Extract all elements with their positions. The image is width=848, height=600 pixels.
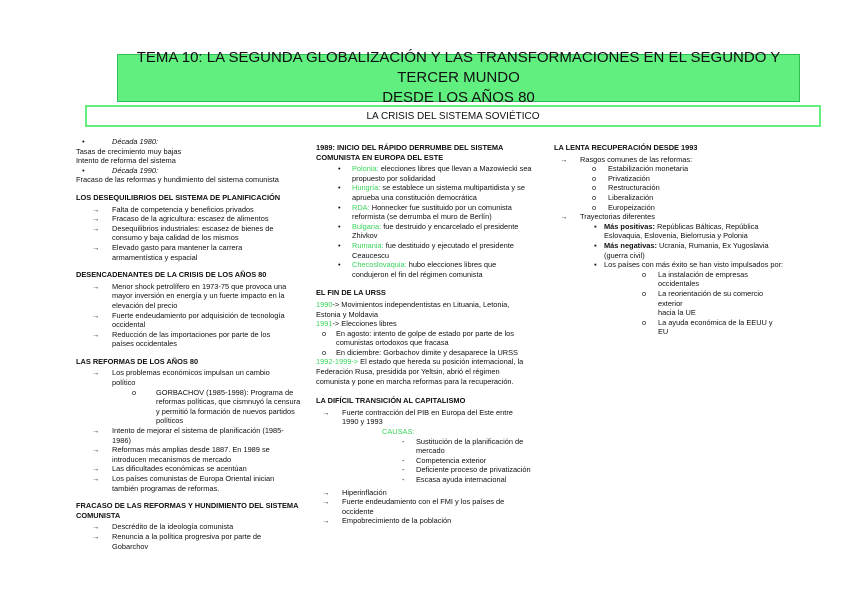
main-title-line1: TEMA 10: LA SEGUNDA GLOBALIZACIÓN Y LAS TRANSFORMACIONES EN EL SEGUNDO Y TERCER MUNDO <box>136 49 781 86</box>
year-1990-text: -> Movimientos independentistas en Lituania, Letonia, <box>332 299 510 309</box>
reform-item: → Intento de mejorar el sistema de planificación (1985- <box>76 426 301 436</box>
main-title-line2: DESDE LOS AÑOS 80 <box>382 89 535 106</box>
years-1992-1999-cont: comunista y pone en marcha reformas para la recuperación. <box>316 376 514 386</box>
trigger-item-cont: mayor inversión en energía y un fuerte impacto en la <box>112 291 285 301</box>
years-1992-1999-line <box>316 357 546 367</box>
success-item: o La instalación de empresas occidentales <box>554 270 784 289</box>
negative-text: Ucrania, Rumania, Ex Yugoslavia <box>657 240 769 250</box>
trait-item: o Privatización <box>554 174 784 184</box>
transition-item: → Fuerte contracción del PIB en Europa del Este entre <box>316 408 546 418</box>
heading-failure <box>76 501 301 520</box>
reform-item-cont: introducen mecanismos de mercado <box>112 454 232 464</box>
country-text: fue destruido y encarcelado el presidente <box>381 221 519 231</box>
imbalance-item: → Desequilibrios industriales: escasez de bienes de <box>76 224 301 234</box>
imbalance-item: → Elevado gasto para mantener la carrera <box>76 243 301 253</box>
transition-item-cont: 1990 y 1993 <box>342 417 383 427</box>
success-item: o La reorientación de su comercio exterior <box>554 289 784 308</box>
positive-text: Repúblicas Bálticas, República <box>654 221 759 231</box>
country-name: Hungría: <box>352 183 381 193</box>
trigger-item-cont: occidental <box>112 320 146 330</box>
country-name: Checoslovaquia: <box>352 260 407 270</box>
section-subtitle: LA CRISIS DEL SISTEMA SOVIÉTICO <box>366 110 540 122</box>
country-rda-cont: reformista (se derrumba el muro de Berlín) <box>352 212 492 222</box>
heading-imbalances: LOS DESEQUILIBRIOS DEL SISTEMA DE PLANIFICACIÓN <box>76 192 281 202</box>
country-czechoslovakia <box>316 260 546 270</box>
heading-end-ussr: EL FIN DE LA URSS <box>316 288 386 298</box>
reform-item: → Los países comunistas de Europa Oriental inician <box>76 474 301 484</box>
country-text: fue destituido y ejecutado el presidente <box>383 240 514 250</box>
gorbachov-cont: reformas políticas, que cismnuyó la censura <box>156 397 301 407</box>
trait-item: o Liberalización <box>554 193 784 203</box>
country-name: Rumania: <box>352 240 384 250</box>
heading-recovery: LA LENTA RECUPERACIÓN DESDE 1993 <box>554 143 698 152</box>
gorbachov-item: o GORBACHOV (1985-1998): Programa de <box>76 388 301 398</box>
imbalance-item: → Fracaso de la agricultura: escasez de alimentos <box>76 214 301 224</box>
trigger-item: → Menor shock petrolífero en 1973-75 que provoca una <box>76 282 301 292</box>
negative-paths <box>554 241 784 251</box>
reform-item-cont: político <box>112 378 136 388</box>
failure-item: → Renuncia a la política progresiva por parte de <box>76 532 301 542</box>
december-dissolution: o En diciembre: Gorbachov dimite y desaparece la URSS <box>316 348 546 358</box>
year-1990-cont: Estonia y Moldavia <box>316 309 379 319</box>
success-item-cont: hacia la UE <box>658 308 696 318</box>
heading-1989-line2: COMUNISTA EN EUROPA DEL ESTE <box>316 152 444 162</box>
column-left <box>76 137 301 551</box>
august-coup-cont: comunistas ortodoxos que fracasa <box>336 338 449 348</box>
country-poland <box>316 164 546 174</box>
country-name: Polonia: <box>352 164 379 174</box>
main-title-banner <box>117 49 800 106</box>
heading-reforms: LAS REFORMAS DE LOS AÑOS 80 <box>76 356 199 366</box>
trait-item: o Europeización <box>554 203 784 213</box>
reform-item: → Las dificultades económicas se acentúan <box>76 464 301 474</box>
negative-label: Más negativas: <box>604 240 657 250</box>
country-text: elecciones libres que llevan a Mazowiecki sea <box>378 164 532 174</box>
trigger-item-cont: países occidentales <box>112 339 177 349</box>
august-coup: o En agosto: intento de golpe de estado por parte de los <box>316 329 546 339</box>
success-item: o La ayuda económica de la EEUU y EU <box>554 318 784 337</box>
reform-item-cont: también programas de reformas. <box>112 483 220 493</box>
positive-paths-cont: Eslovaquia, Eslovenia, Bielorrusia y Polonia <box>604 231 748 241</box>
trigger-item: → Reducción de las importaciones por parte de los <box>76 330 301 340</box>
country-poland-cont: propuesto por solidaridad <box>352 173 436 183</box>
heading-1989-line1: 1989: INICIO DEL RÁPIDO DERRUMBE DEL SISTEMA <box>316 143 504 152</box>
imbalance-item: → Falta de competencia y beneficios privados <box>76 205 301 215</box>
country-hungary <box>316 183 546 193</box>
years-1992-1999-cont: Federación Rusa, presidida por Yeltsin, abrió el régimen <box>316 367 500 377</box>
reform-item: → Los problemas económicos impulsan un cambio <box>76 368 301 378</box>
country-text: hubo elecciones libres que <box>406 260 497 270</box>
heading-failure-line2: COMUNISTA <box>76 510 121 520</box>
country-rda <box>316 203 546 213</box>
country-name: Bulgaria: <box>352 221 382 231</box>
years-1992-1999-text: El estado que hereda su posición internacional, la <box>358 357 524 367</box>
trait-item: o Estabilización monetaria <box>554 164 784 174</box>
gorbachov-cont: y permitió la formación de nuevos partidos <box>156 406 295 416</box>
negative-paths-cont: (guerra civil) <box>604 250 645 260</box>
reform-item-cont: 1986) <box>112 435 131 445</box>
years-1992-1999: 1992-1999-> <box>316 357 359 367</box>
cause-item: - Deficiente proceso de privatización <box>316 465 546 475</box>
gorbachov-cont: políticos <box>156 416 184 426</box>
year-1991-text: -> Elecciones libres <box>332 319 397 329</box>
trigger-item: → Fuerte endeudamiento por adquisición de tecnología <box>76 311 301 321</box>
year-1990-line <box>316 300 546 310</box>
country-hungary-cont: aprueba una constitución democrática <box>352 192 477 202</box>
heading-1989 <box>316 143 546 162</box>
cause-item: - Escasa ayuda internacional <box>316 475 546 485</box>
imbalance-item-cont: armamentística y espacial <box>112 252 198 262</box>
different-paths: → Trayectorias diferentes <box>554 212 784 222</box>
year-1990: 1990 <box>316 299 333 309</box>
heading-failure-line1: FRACASO DE LAS REFORMAS Y HUNDIMIENTO DEL SISTEMA <box>76 501 299 511</box>
success-drivers: ▪ Los países con más éxito se han visto impulsados por: <box>554 260 784 270</box>
transition-item: → Fuerte endeudamiento con el FMI y los países de <box>316 497 546 507</box>
country-czechoslovakia-cont: condujeron el fin del régimen comunista <box>352 269 483 279</box>
common-traits: → Rasgos comunes de las reformas: <box>554 155 784 165</box>
cause-item-cont: mercado <box>416 446 445 456</box>
growth-rates: Tasas de crecimiento muy bajas <box>76 146 182 156</box>
positive-paths <box>554 222 784 232</box>
cause-item: - Sustitución de la planificación de <box>316 437 546 447</box>
country-bulgaria <box>316 222 546 232</box>
positive-label: Más positivas: <box>604 221 655 231</box>
failure-item: → Descrédito de la ideología comunista <box>76 522 301 532</box>
cause-item: - Competencia exterior <box>316 456 546 466</box>
reform-failure: Fracaso de las reformas y hundimiento del sistema comunista <box>76 175 279 185</box>
reform-attempt: Intento de reforma del sistema <box>76 156 176 166</box>
decade-1980: • Década 1980: <box>76 137 301 147</box>
trigger-item-cont: elevación del precio <box>112 300 178 310</box>
country-bulgaria-cont: Zhivkov <box>352 231 378 241</box>
transition-item: → Hiperinflación <box>316 488 546 498</box>
country-romania-cont: Ceaucescu <box>352 250 389 260</box>
year-1991: 1991 <box>316 319 333 329</box>
section-subtitle-box <box>85 105 821 127</box>
heading-triggers: DESENCADENANTES DE LA CRISIS DE LOS AÑOS 80 <box>76 270 267 280</box>
trait-item: o Restructuración <box>554 183 784 193</box>
country-text: se establece un sistema multipartidista y se <box>380 183 525 193</box>
reform-item: → Reformas más amplias desde 1887. En 1989 se <box>76 445 301 455</box>
decade-1990: • Década 1990: <box>76 166 301 176</box>
imbalance-item-cont: consumo y baja calidad de los mismos <box>112 233 239 243</box>
transition-item: → Empobrecimiento de la población <box>316 516 546 526</box>
country-text: Honnecker fue sustituido por un comunista <box>369 202 512 212</box>
heading-transition: LA DIFÍCIL TRANSICIÓN AL CAPITALISMO <box>316 396 466 406</box>
failure-item-cont: Gobarchov <box>112 541 149 551</box>
transition-item-cont: occidente <box>342 506 374 516</box>
year-1991-line <box>316 319 546 329</box>
column-middle <box>316 143 546 526</box>
causes-label: CAUSAS: <box>382 427 415 437</box>
country-romania <box>316 241 546 251</box>
column-right <box>554 143 784 337</box>
country-name: RDA: <box>352 202 370 212</box>
